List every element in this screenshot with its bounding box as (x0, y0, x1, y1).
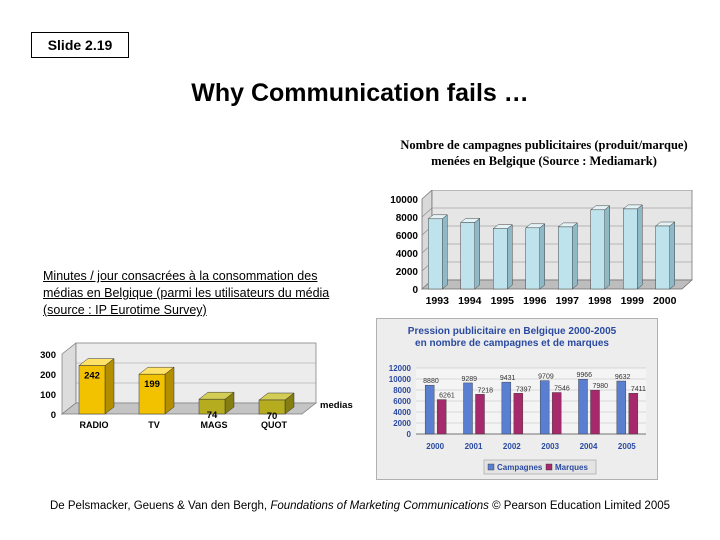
chart3-title-line1: Pression publicitaire en Belgique 2000-2005 (407, 326, 617, 337)
chart3-legend-swatch (488, 464, 494, 470)
chart3-xtick-label: 2004 (579, 442, 598, 451)
chart2-xtick-label: QUOT (261, 420, 287, 430)
chart3-ytick-label: 12000 (388, 364, 411, 373)
chart1-bar (461, 222, 475, 289)
chart3-legend-swatch (546, 464, 552, 470)
chart3-bar-marques (591, 390, 600, 434)
chart2-ytick-label: 300 (40, 350, 56, 361)
chart1-xtick-label: 1993 (425, 295, 449, 307)
chart1-xtick-label: 1994 (458, 295, 482, 307)
chart1-ytick-label: 2000 (395, 267, 418, 278)
chart3-bar-marques (437, 400, 446, 434)
chart3-xtick-label: 2005 (617, 442, 636, 451)
chart1-xtick-label: 1999 (620, 295, 644, 307)
chart3-bar-campagnes (617, 381, 626, 434)
chart2-ytick-label: 0 (50, 410, 56, 421)
chart2-xtick-label: RADIO (79, 420, 109, 430)
chart3-data-label: 9966 (576, 372, 593, 380)
chart3-data-label: 7411 (630, 386, 646, 394)
chart1-bar-side (540, 224, 545, 289)
media-minutes-chart (36, 336, 356, 436)
chart1-bar (558, 227, 572, 289)
chart3-data-label: 9431 (499, 375, 516, 383)
chart1-bar-side (670, 222, 675, 289)
chart3-ytick-label: 2000 (393, 419, 411, 428)
chart3-xtick-label: 2001 (464, 442, 483, 451)
chart3-legend-label: Campagnes (497, 463, 543, 472)
chart2-ytick-label: 100 (40, 390, 56, 401)
chart1-bar-side (442, 215, 447, 289)
chart2-data-label: 242 (84, 370, 100, 382)
slide-title: Why Communication fails … (191, 79, 529, 107)
chart2-axis-label: medias (320, 400, 353, 411)
campaigns-1993-2000-chart (370, 190, 710, 314)
chart1-bar-side (507, 225, 512, 289)
chart3-title (408, 326, 617, 349)
footer-book-title: Foundations of Marketing Communications (270, 500, 489, 512)
chart1-xtick-label: 1998 (588, 295, 612, 307)
chart1-bar (623, 209, 637, 289)
chart1-xtick-label: 1995 (490, 295, 514, 307)
chart3-bar-campagnes (540, 381, 549, 434)
chart3-bar-marques (629, 393, 638, 434)
chart3-data-label: 7218 (477, 387, 494, 395)
chart1-title: Nombre de campagnes publicitaires (produit/marque) menées en Belgique (Source : Mediamark) (400, 138, 688, 168)
chart1-bar-side (605, 206, 610, 289)
chart2-xtick-label: TV (148, 420, 160, 430)
chart2-ytick-label: 200 (40, 370, 56, 381)
footer-citation (0, 500, 720, 512)
chart3-bar-marques (476, 394, 485, 434)
chart1-bar-side (637, 205, 642, 289)
chart3-bar-campagnes (579, 379, 588, 434)
chart1-bar (591, 210, 605, 289)
footer-authors: De Pelsmacker, Geuens & Van den Bergh, (49, 500, 271, 512)
chart3-xtick-label: 2003 (541, 442, 560, 451)
chart1-ytick-label: 10000 (390, 195, 418, 206)
chart1-bar-side (475, 218, 480, 289)
chart1-bar (656, 226, 670, 289)
chart1-bar (493, 229, 507, 289)
chart1-ytick-label: 0 (412, 285, 418, 296)
chart3-data-label: 7980 (592, 383, 609, 391)
chart3-data-label: 7546 (554, 385, 570, 393)
chart3-data-label: 9289 (461, 375, 478, 383)
chart3-ytick-label: 6000 (393, 397, 411, 406)
chart3-data-label: 7397 (515, 386, 532, 394)
chart2-data-label: 199 (144, 379, 160, 391)
chart3-bar-marques (514, 393, 523, 434)
slide-number-label: Slide 2.19 (31, 32, 129, 58)
chart3-data-label: 9632 (614, 374, 631, 382)
chart3-bar-campagnes (425, 385, 434, 434)
chart2-data-label: 70 (266, 411, 278, 422)
chart3-data-label: 8880 (423, 378, 439, 386)
chart3-legend-label: Marques (555, 463, 588, 472)
chart2-side-wall (62, 343, 76, 414)
chart3-bar-marques (552, 392, 561, 434)
chart3-xtick-label: 2000 (426, 442, 445, 451)
chart3-title-line2: en nombre de campagnes et de marques (415, 338, 609, 349)
chart3-xtick-label: 2002 (502, 442, 521, 451)
chart1-bar (428, 219, 442, 289)
chart1-bar-side (572, 223, 577, 289)
chart2-bar-side (165, 367, 174, 414)
chart3-bar-campagnes (464, 383, 473, 434)
chart3-ytick-label: 0 (406, 430, 411, 439)
footer-copyright: © Pearson Education Limited 2005 (488, 500, 671, 512)
media-consumption-caption: Minutes / jour consacrées à la consommation des médias en Belgique (parmi les utilisateurs du média (source : IP Eurotime Survey) (43, 269, 330, 317)
chart1-ytick-label: 8000 (395, 213, 418, 224)
chart3-ytick-label: 10000 (388, 375, 411, 384)
chart1-xtick-label: 2000 (653, 295, 677, 307)
chart3-bar-campagnes (502, 382, 511, 434)
advertising-pressure-chart (376, 318, 658, 480)
chart2-bar-side (105, 359, 114, 414)
chart1-xtick-label: 1996 (523, 295, 547, 307)
chart2-xtick-label: MAGS (200, 420, 228, 430)
chart3-ytick-label: 4000 (393, 408, 411, 417)
chart1-ytick-label: 6000 (395, 231, 418, 242)
chart1-xtick-label: 1997 (555, 295, 579, 307)
chart2-data-label: 74 (206, 410, 218, 422)
chart1-ytick-label: 4000 (395, 249, 418, 260)
chart3-data-label: 6261 (439, 392, 455, 400)
chart3-ytick-label: 8000 (393, 386, 411, 395)
chart1-bar (526, 228, 540, 289)
chart3-data-label: 9709 (538, 373, 554, 381)
